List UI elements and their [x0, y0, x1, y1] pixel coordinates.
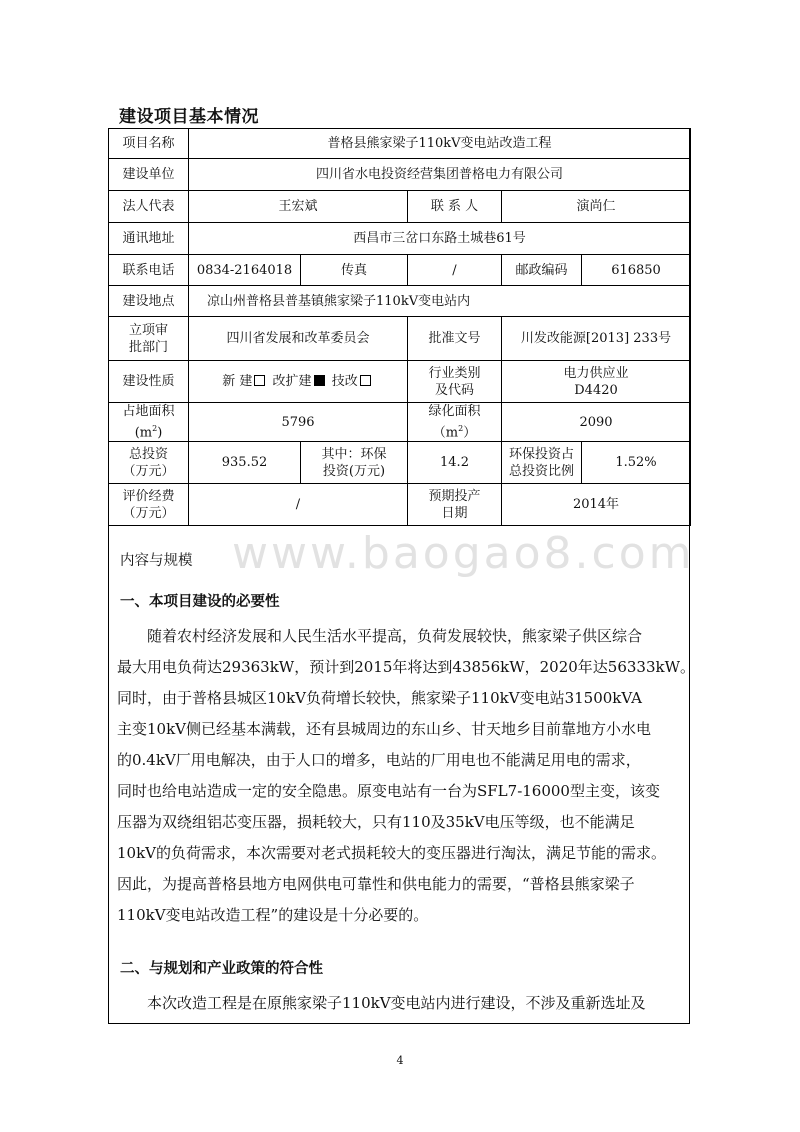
fax-value: /: [408, 255, 502, 286]
table-row: [109, 159, 691, 191]
watermark: www.baogao8.com: [232, 528, 695, 579]
section2-heading: 二、与规划和产业政策的符合性: [120, 961, 323, 977]
paragraph-line: 同时，由于普格县城区10kV负荷增长较快，熊家梁子110kV变电站31500kVA: [117, 689, 643, 707]
industry-label-line2: 及代码: [434, 382, 474, 398]
invest-label-line2: （万元）: [122, 463, 175, 479]
paragraph-line: 压器为双绕组铝芯变压器，损耗较大，只有110及35kV电压等级，也不能满足: [117, 813, 635, 831]
section1-heading: 一、本项目建设的必要性: [120, 594, 280, 610]
contact-value: 演尚仁: [502, 191, 691, 223]
nature-expand-checkbox-checked: [314, 375, 325, 386]
approval-doc-value: 川发改能源[2013] 233号: [502, 317, 691, 361]
eval-fee-label-line1: 评价经费: [122, 488, 175, 504]
table-row: [109, 403, 691, 442]
eval-fee-value: /: [189, 484, 408, 526]
project-info-table: [108, 128, 691, 526]
approval-dept-label-line2: 批部门: [128, 339, 168, 355]
expected-label-line1: 预期投产: [428, 488, 481, 504]
address-value: 西昌市三岔口东路土城巷61号: [189, 223, 691, 255]
green-label-line2: $(m^2)$: [432, 424, 477, 441]
eval-fee-label: [109, 484, 189, 526]
phone-value: 0834-2164018: [189, 255, 301, 286]
env-invest-value: 14.2: [408, 442, 502, 484]
paragraph-line: 最大用电负荷达29363kW，预计到2015年将达到43856kW，2020年达56333kW。: [117, 658, 696, 676]
site-value: 凉山州普格县普基镇熊家梁子110kV变电站内: [189, 286, 691, 317]
paragraph-line: 110kV变电站改造工程”的建设是十分必要的。: [117, 906, 429, 924]
green-label: [408, 403, 502, 442]
expected-label-line2: 日期: [441, 505, 468, 521]
table-row: [109, 191, 691, 223]
expected-value: 2014年: [502, 484, 691, 526]
phone-label: 联系电话: [109, 255, 189, 286]
table-row: [109, 255, 691, 286]
nature-tech-checkbox: [360, 375, 371, 386]
page-number: 4: [396, 1054, 404, 1067]
nature-label: 建设性质: [109, 361, 189, 403]
paragraph-line: 随着农村经济发展和人民生活水平提高，负荷发展较快，熊家梁子供区综合: [147, 627, 643, 645]
env-ratio-label-line2: 总投资比例: [508, 463, 574, 479]
table-row: [109, 484, 691, 526]
legal-rep-value: 王宏斌: [189, 191, 408, 223]
project-name-value: 普格县熊家梁子110kV变电站改造工程: [189, 129, 691, 159]
approval-dept-value: 四川省发展和改革委员会: [189, 317, 408, 361]
env-invest-label-line2: 投资(万元): [322, 463, 386, 479]
paragraph-line: 本次改造工程是在原熊家梁子110kV变电站内进行建设，不涉及重新选址及: [147, 994, 646, 1012]
env-invest-label-line1: 其中：环保: [321, 446, 387, 462]
invest-label-line1: 总投资: [128, 446, 168, 462]
area-label-line1: 占地面积: [122, 404, 175, 419]
nature-expand-label: 改扩建: [272, 374, 312, 389]
unit-label: 建设单位: [109, 159, 189, 191]
green-label-line1: 绿化面积: [428, 404, 481, 419]
nature-new-checkbox: [254, 375, 265, 386]
industry-value-line1: 电力供应业: [563, 365, 629, 381]
industry-value-line2: D4420: [574, 382, 618, 398]
invest-value: 935.52: [189, 442, 301, 484]
table-row: [109, 442, 691, 484]
paragraph-line: 主变10kV侧已经基本满载，还有县城周边的东山乡、甘天地乡目前靠地方小水电: [117, 720, 652, 738]
paragraph-line: 的0.4kV厂用电解决，由于人口的增多，电站的厂用电也不能满足用电的需求，: [117, 751, 641, 769]
area-label-line2: $(m^2)$: [134, 424, 163, 441]
approval-dept-label: [109, 317, 189, 361]
postcode-value: 616850: [582, 255, 691, 286]
section2-paragraph: [117, 988, 683, 1019]
industry-value: [502, 361, 691, 403]
area-value: 5796: [189, 403, 408, 442]
table-row: [109, 361, 691, 403]
table-row: [109, 223, 691, 255]
legal-rep-label: 法人代表: [109, 191, 189, 223]
nature-new-label: 新 建: [222, 374, 253, 389]
postcode-label: 邮政编码: [502, 255, 582, 286]
paragraph-line: 同时也给电站造成一定的安全隐患。原变电站有一台为SFL7-16000型主变，该变: [117, 782, 660, 800]
section1-paragraph: [117, 621, 696, 931]
invest-label: [109, 442, 189, 484]
industry-label: [408, 361, 502, 403]
nature-options: [189, 361, 408, 403]
eval-fee-label-line2: （万元）: [122, 505, 175, 521]
project-name-label: 项目名称: [109, 129, 189, 159]
unit-value: 四川省水电投资经营集团普格电力有限公司: [189, 159, 691, 191]
expected-label: [408, 484, 502, 526]
fax-label: 传真: [301, 255, 408, 286]
content-heading: 内容与规模: [120, 553, 193, 569]
approval-dept-label-line1: 立项审: [128, 322, 168, 338]
section-title: 建设项目基本情况: [119, 107, 259, 127]
area-label: [109, 403, 189, 442]
contact-label: 联 系 人: [408, 191, 502, 223]
env-ratio-value: 1.52%: [582, 442, 691, 484]
paragraph-line: 因此，为提高普格县地方电网供电可靠性和供电能力的需要，“普格县熊家梁子: [117, 875, 635, 893]
green-value: 2090: [502, 403, 691, 442]
address-label: 通讯地址: [109, 223, 189, 255]
approval-doc-label: 批准文号: [408, 317, 502, 361]
env-ratio-label-line1: 环保投资占: [508, 446, 574, 462]
paragraph-line: 10kV的负荷需求，本次需要对老式损耗较大的变压器进行淘汰，满足节能的需求。: [117, 844, 667, 862]
env-ratio-label: [502, 442, 582, 484]
env-invest-label: [301, 442, 408, 484]
table-row: [109, 129, 691, 159]
industry-label-line1: 行业类别: [428, 365, 481, 381]
table-row: [109, 286, 691, 317]
site-label: 建设地点: [109, 286, 189, 317]
table-row: [109, 317, 691, 361]
nature-tech-label: 技改: [331, 374, 358, 389]
